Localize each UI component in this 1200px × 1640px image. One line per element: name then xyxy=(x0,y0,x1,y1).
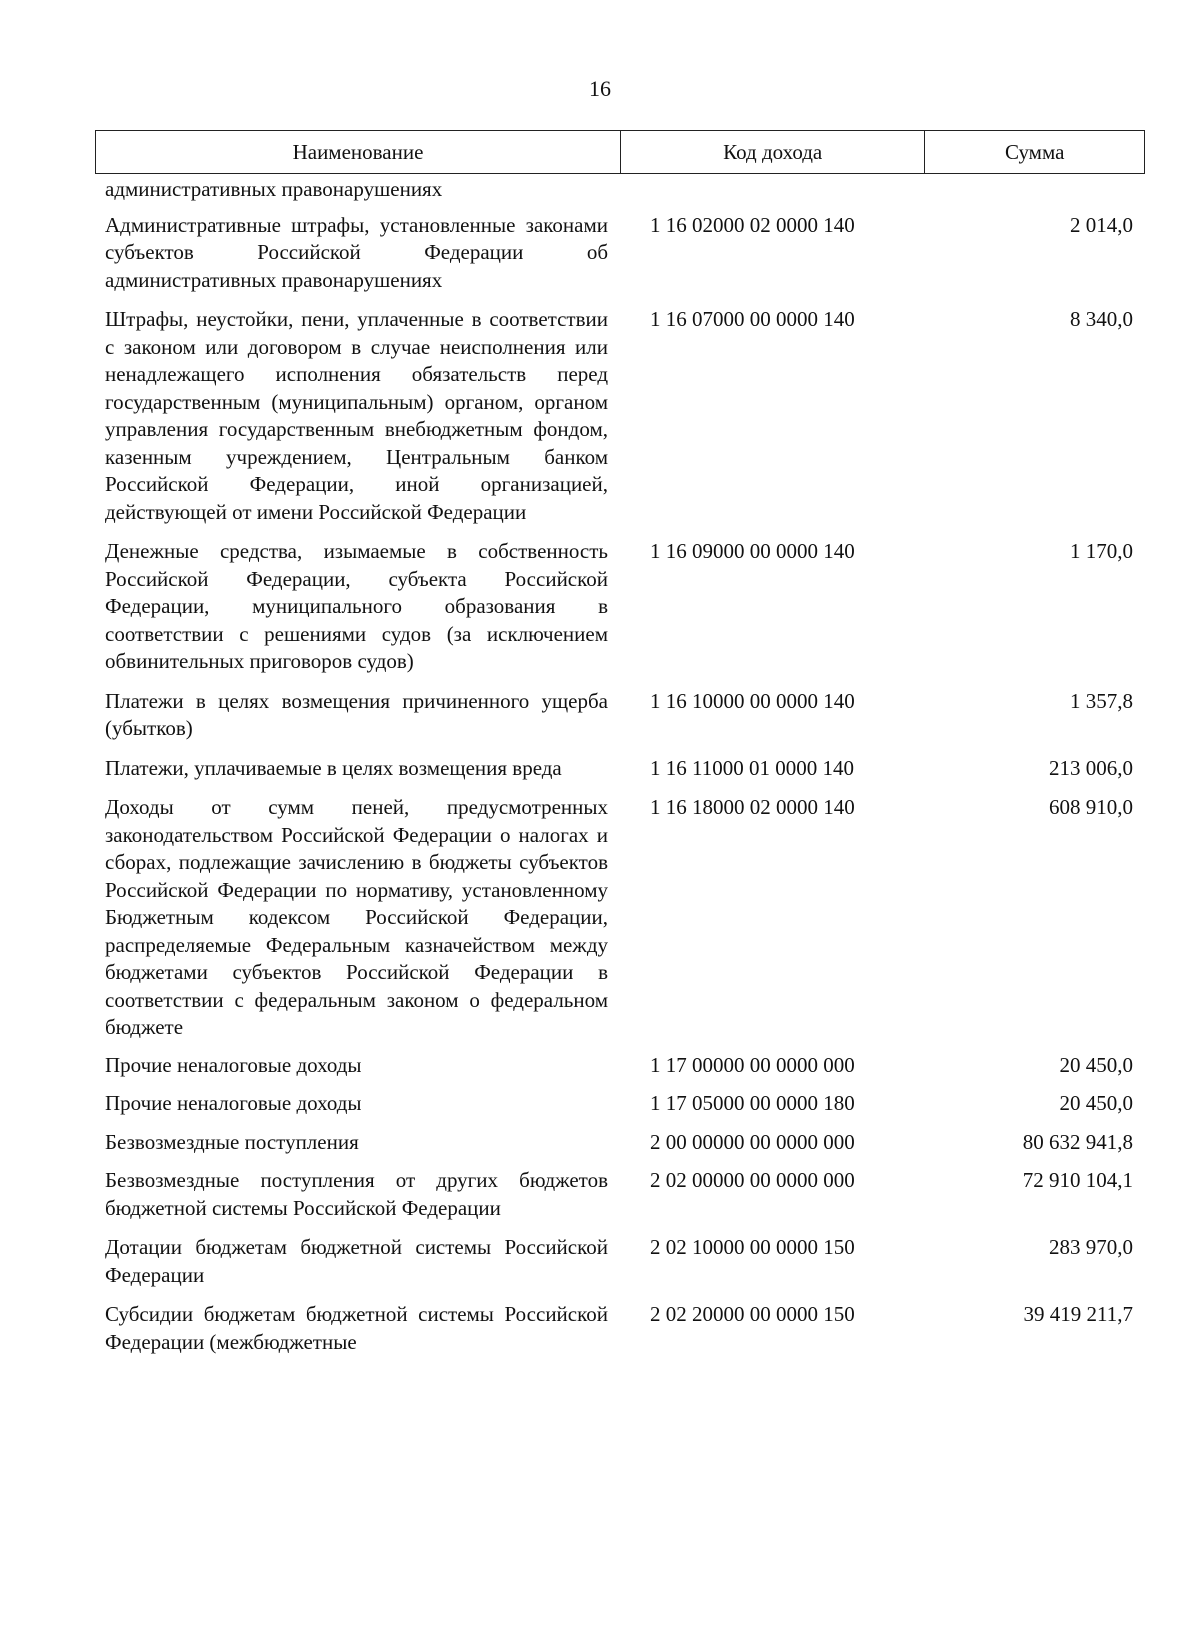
table-row xyxy=(0,794,1200,1042)
row-code: 1 16 11000 01 0000 140 xyxy=(650,755,854,780)
row-code: 1 17 05000 00 0000 180 xyxy=(650,1091,855,1115)
table-row xyxy=(0,1301,1200,1356)
row-sum: 283 970,0 xyxy=(1049,1235,1133,1259)
table-row xyxy=(0,1129,1200,1157)
table-row xyxy=(0,1234,1200,1289)
row-code: 1 16 07000 00 0000 140 xyxy=(650,307,855,331)
header-name: Наименование xyxy=(96,131,621,173)
row-code: 1 16 10000 00 0000 140 xyxy=(650,688,855,713)
table-body xyxy=(0,176,1200,1356)
row-name: Денежные средства, изымаемые в собственность Российской Федерации, субъекта Российской Федерации, муниципального образования в соответствии с решениями судов (за исключением обвинительных приговоров судов) xyxy=(105,539,608,673)
row-code xyxy=(650,176,900,204)
table-header xyxy=(95,130,1145,174)
row-name: Субсидии бюджетам бюджетной системы Российской Федерации (межбюджетные xyxy=(105,1302,608,1354)
row-sum: 213 006,0 xyxy=(1049,755,1133,780)
header-sum: Сумма xyxy=(1004,139,1065,164)
page-number: 16 xyxy=(589,76,611,101)
table-row xyxy=(0,1090,1200,1118)
row-code: 1 17 00000 00 0000 000 xyxy=(650,1052,855,1077)
row-code: 2 02 10000 00 0000 150 xyxy=(650,1235,855,1259)
row-name: Безвозмездные поступления от других бюджетов бюджетной системы Российской Федерации xyxy=(105,1168,608,1220)
table-row xyxy=(0,212,1200,295)
row-sum: 39 419 211,7 xyxy=(1023,1302,1133,1326)
table-row xyxy=(0,1167,1200,1222)
table-row xyxy=(0,688,1200,743)
table-row xyxy=(0,538,1200,676)
row-sum: 1 357,8 xyxy=(1070,688,1133,713)
row-name: Прочие неналоговые доходы xyxy=(105,1052,362,1077)
row-name: Платежи в целях возмещения причиненного ущерба (убытков) xyxy=(105,688,608,740)
row-code: 2 02 00000 00 0000 000 xyxy=(650,1168,855,1192)
row-sum: 608 910,0 xyxy=(1049,795,1133,819)
row-sum: 20 450,0 xyxy=(1059,1091,1133,1115)
row-name: Дотации бюджетам бюджетной системы Российской Федерации xyxy=(105,1235,608,1287)
row-sum: 80 632 941,8 xyxy=(1022,1129,1133,1154)
row-name: Доходы от сумм пеней, предусмотренных законодательством Российской Федерации о налогах и сборах, подлежащие зачислению в бюджеты субъектов Российской Федерации по нормативу, установленному Бюджетным кодексом Российской Федерации, распределяемые Федеральным казначейством между бюджетами субъектов Российской Федерации в соответствии с федеральным законом о федеральном бюджете xyxy=(105,795,608,1039)
table-row xyxy=(0,306,1200,526)
row-sum: 1 170,0 xyxy=(1070,539,1133,563)
row-code: 1 16 02000 02 0000 140 xyxy=(650,212,855,237)
row-sum: 72 910 104,1 xyxy=(1022,1168,1133,1192)
row-name: Штрафы, неустойки, пени, уплаченные в соответствии с законом или договором в случае неисполнения или ненадлежащего исполнения обязательств перед государственным (муниципальным) органом, органом управления государственным внебюджетным фондом, казенным учреждением, Центральным банком Российской Федерации, иной организацией, действующей от имени Российской Федерации xyxy=(105,307,608,524)
row-sum xyxy=(900,176,1133,204)
row-code: 2 02 20000 00 0000 150 xyxy=(650,1302,855,1326)
row-sum: 20 450,0 xyxy=(1059,1052,1133,1077)
row-name: административных правонарушениях xyxy=(105,177,443,201)
table-row xyxy=(0,755,1200,783)
row-code: 1 16 09000 00 0000 140 xyxy=(650,539,855,563)
row-code: 2 00 00000 00 0000 000 xyxy=(650,1129,855,1154)
row-code: 1 16 18000 02 0000 140 xyxy=(650,795,855,819)
row-sum: 2 014,0 xyxy=(1070,212,1133,237)
row-name: Административные штрафы, установленные законами субъектов Российской Федерации об административных правонарушениях xyxy=(105,212,608,292)
row-name: Платежи, уплачиваемые в целях возмещения вреда xyxy=(105,755,562,780)
row-sum: 8 340,0 xyxy=(1070,307,1133,331)
table-row xyxy=(0,1052,1200,1080)
row-name: Прочие неналоговые доходы xyxy=(105,1091,362,1115)
header-code: Код дохода xyxy=(621,131,925,173)
row-name: Безвозмездные поступления xyxy=(105,1129,359,1154)
table-row xyxy=(0,176,1200,204)
